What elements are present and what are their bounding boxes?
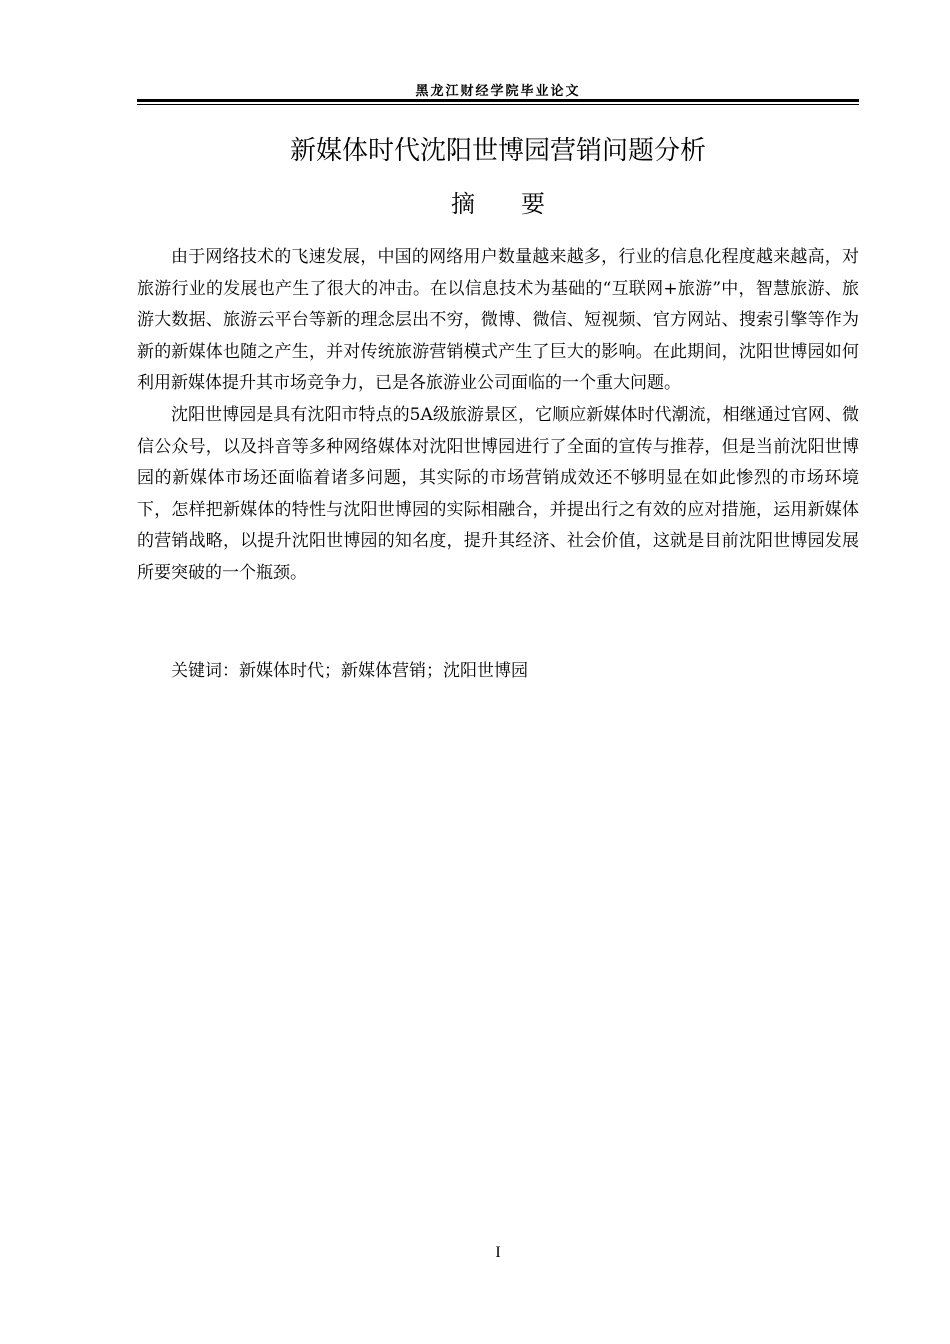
document-title: 新媒体时代沈阳世博园营销问题分析 [289,136,706,166]
page-number: I [495,1244,501,1261]
header-rule-thick [137,99,859,102]
keywords-value: 新媒体时代；新媒体营销；沈阳世博园 [239,661,528,681]
abstract-paragraph-1: 由于网络技术的飞速发展，中国的网络用户数量越来越多，行业的信息化程度越来越高，对旅游行业的发展也产生了很大的冲击。在以信息技术为基础的“互联网+旅游”中，智慧旅游、旅游大数据、旅游云平台等新的理念层出不穷，微博、微信、短视频、官方网站、搜索引擎等作为新的新媒体也随之产生，并对传统旅游营销模式产生了巨大的影响。在此期间，沈阳世博园如何利用新媒体提升其市场竞争力，已是各旅游业公司面临的一个重大问题。 [137,247,859,394]
header-rule-thin [137,104,859,105]
keywords-label: 关键词： [171,661,239,681]
abstract-heading [137,187,859,221]
keywords-line [137,656,859,687]
abstract-paragraph-2: 沈阳世博园是具有沈阳市特点的5A级旅游景区，它顺应新媒体时代潮流，相继通过官网、微信公众号，以及抖音等多种网络媒体对沈阳世博园进行了全面的宣传与推荐，但是当前沈阳世博园的新媒体市场还面临着诸多问题，其实际的市场营销成效还不够明显在如此惨烈的市场环境下，怎样把新媒体的特性与沈阳世博园的实际相融合，并提出行之有效的应对措施，运用新媒体的营销战略，以提升沈阳世博园的知名度，提升其经济、社会价值，这就是目前沈阳世博园发展所要突破的一个瓶颈。 [137,404,859,583]
abstract-body [137,242,859,590]
abstract-heading-char-2: 要 [521,190,545,218]
abstract-heading-char-1: 摘 [451,190,475,218]
running-header: 黑龙江财经学院毕业论文 [415,84,581,99]
